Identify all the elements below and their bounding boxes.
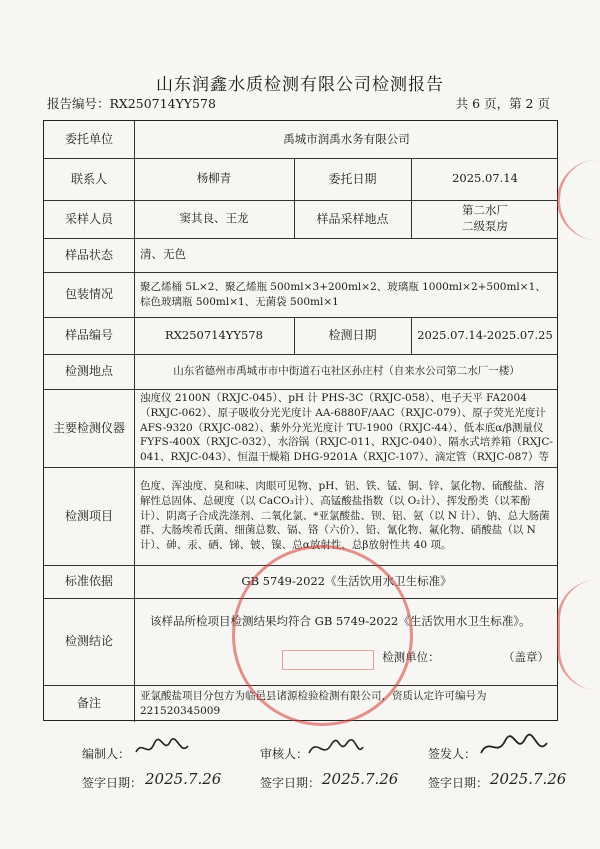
sample-state-label: 样品状态 <box>64 247 113 262</box>
prepared-date-label: 签字日期： <box>82 776 143 790</box>
packaging-label: 包装情况 <box>64 287 113 302</box>
test-date-value: 2025.07.14-2025.07.25 <box>417 327 553 342</box>
approver-date: 2025.7.26 <box>490 770 567 788</box>
test-date-label: 检测日期 <box>328 328 377 343</box>
sampling-site-line1: 第二水厂 <box>462 203 508 218</box>
standard-basis-label: 标准依据 <box>64 574 113 589</box>
report-number: 报告编号：RX250714YY578 <box>47 96 216 111</box>
reviewer-date: 2025.7.26 <box>322 770 399 788</box>
test-location-label: 检测地点 <box>64 364 113 379</box>
approver-label: 签发人： <box>428 747 477 761</box>
remark-label: 备注 <box>76 696 101 711</box>
conclusion-cell <box>134 598 559 685</box>
sample-number-value: RX250714YY578 <box>165 327 263 342</box>
sample-state-value: 清、无色 <box>140 247 186 262</box>
contact-label: 联系人 <box>70 171 107 186</box>
test-items-value: 色度、浑浊度、臭和味、肉眼可见物、pH、铝、铁、锰、铜、锌、氯化物、硫酸盐、溶解性总固体、总硬度（以 CaCO₃计）、高锰酸盐指数（以 O₂计）、挥发酚类（以苯酚计）、阴离子合成洗涤剂、二氧化氯、*亚氯酸盐、钡、铝、氨（以 N 计）、钠、总大肠菌群、大肠埃希氏菌、细菌总数、镉、铬（六价）、铅、氰化物、氟化物、硝酸盐（以 N 计）、砷、汞、硒、锑、铍、镍、总α放射性、总β放射性共 40 项。 <box>140 479 550 552</box>
report-title: 山东润鑫水质检测有限公司检测报告 <box>156 75 444 95</box>
conclusion-seal: （盖章） <box>503 649 549 664</box>
sampling-site-line2: 二级泵房 <box>462 219 508 233</box>
client-value: 禹城市润禹水务有限公司 <box>283 131 410 146</box>
packaging-value: 聚乙烯桶 5L×2、聚乙烯瓶 500ml×3+200ml×2、玻璃瓶 1000ml×2+500ml×1、棕色玻璃瓶 500ml×1、无菌袋 500ml×1 <box>140 280 546 308</box>
remark-value: 亚氯酸盐项目分包方为临邑县诸源检验检测有限公司，资质认定许可编号为 221520345009 <box>140 689 487 717</box>
edge-seal-stamp-bottom <box>557 580 600 690</box>
test-location-value: 山东省德州市禹城市市中街道石屯社区孙庄村（自来水公司第二水厂一楼） <box>173 365 520 378</box>
sampler-value: 窦其良、王龙 <box>179 211 249 226</box>
client-label: 委托单位 <box>64 132 113 147</box>
test-items-label: 检测项目 <box>64 508 113 523</box>
reviewer-label: 审核人： <box>260 747 309 761</box>
edge-seal-stamp-top <box>557 160 600 240</box>
instruments-label: 主要检测仪器 <box>52 420 125 435</box>
approver-date-label: 签字日期： <box>428 776 489 790</box>
commission-date-value: 2025.07.14 <box>452 171 518 186</box>
sampling-site-label: 样品采样地点 <box>316 211 389 226</box>
contact-value: 杨柳青 <box>196 171 232 186</box>
instruments-value: 浊度仪 2100N（RXJC-045）、pH 计 PHS-3C（RXJC-058）、电子天平 FA2004（RXJC-062）、原子吸收分光光度计 AA-6880F/AAC（RXJC-079）、原子荧光光度计 AFS-9320（RXJC-082）、紫外分光光度计 TU-1900（RXJC-44）、低本底α/β测量仪 FYFS-400X（RXJC-032）、水浴锅（RXJC-011、RXJC-040）、隔水式培养箱（RXJC-041、RXJC-043）、恒温干燥箱 DHG-9201A（RXJC-107）、滴定管（RXJC-087）等 <box>140 391 553 464</box>
standard-basis-value: GB 5749-2022《生活饮用水卫生标准》 <box>241 573 452 588</box>
sampling-site-value <box>411 200 559 238</box>
conclusion-text: 该样品所检项目检测结果均符合 GB 5749-2022《生活饮用水卫生标准》。 <box>150 614 531 628</box>
reviewer-signature <box>305 733 365 761</box>
conclusion-label: 检测结论 <box>64 634 113 649</box>
report-table <box>43 120 558 721</box>
prepared-date: 2025.7.26 <box>145 770 222 788</box>
reviewer-date-label: 签字日期： <box>260 776 321 790</box>
sampler-label: 采样人员 <box>64 211 113 226</box>
seal-inner-box <box>282 650 374 670</box>
prepared-by-signature <box>132 734 192 762</box>
page-info: 共 6 页，第 2 页 <box>455 96 550 111</box>
conclusion-unit: 检测单位： <box>382 649 440 664</box>
prepared-by-label: 编制人： <box>82 747 131 761</box>
sample-number-label: 样品编号 <box>64 328 113 343</box>
approver-signature <box>477 731 549 761</box>
commission-date-label: 委托日期 <box>328 171 377 186</box>
